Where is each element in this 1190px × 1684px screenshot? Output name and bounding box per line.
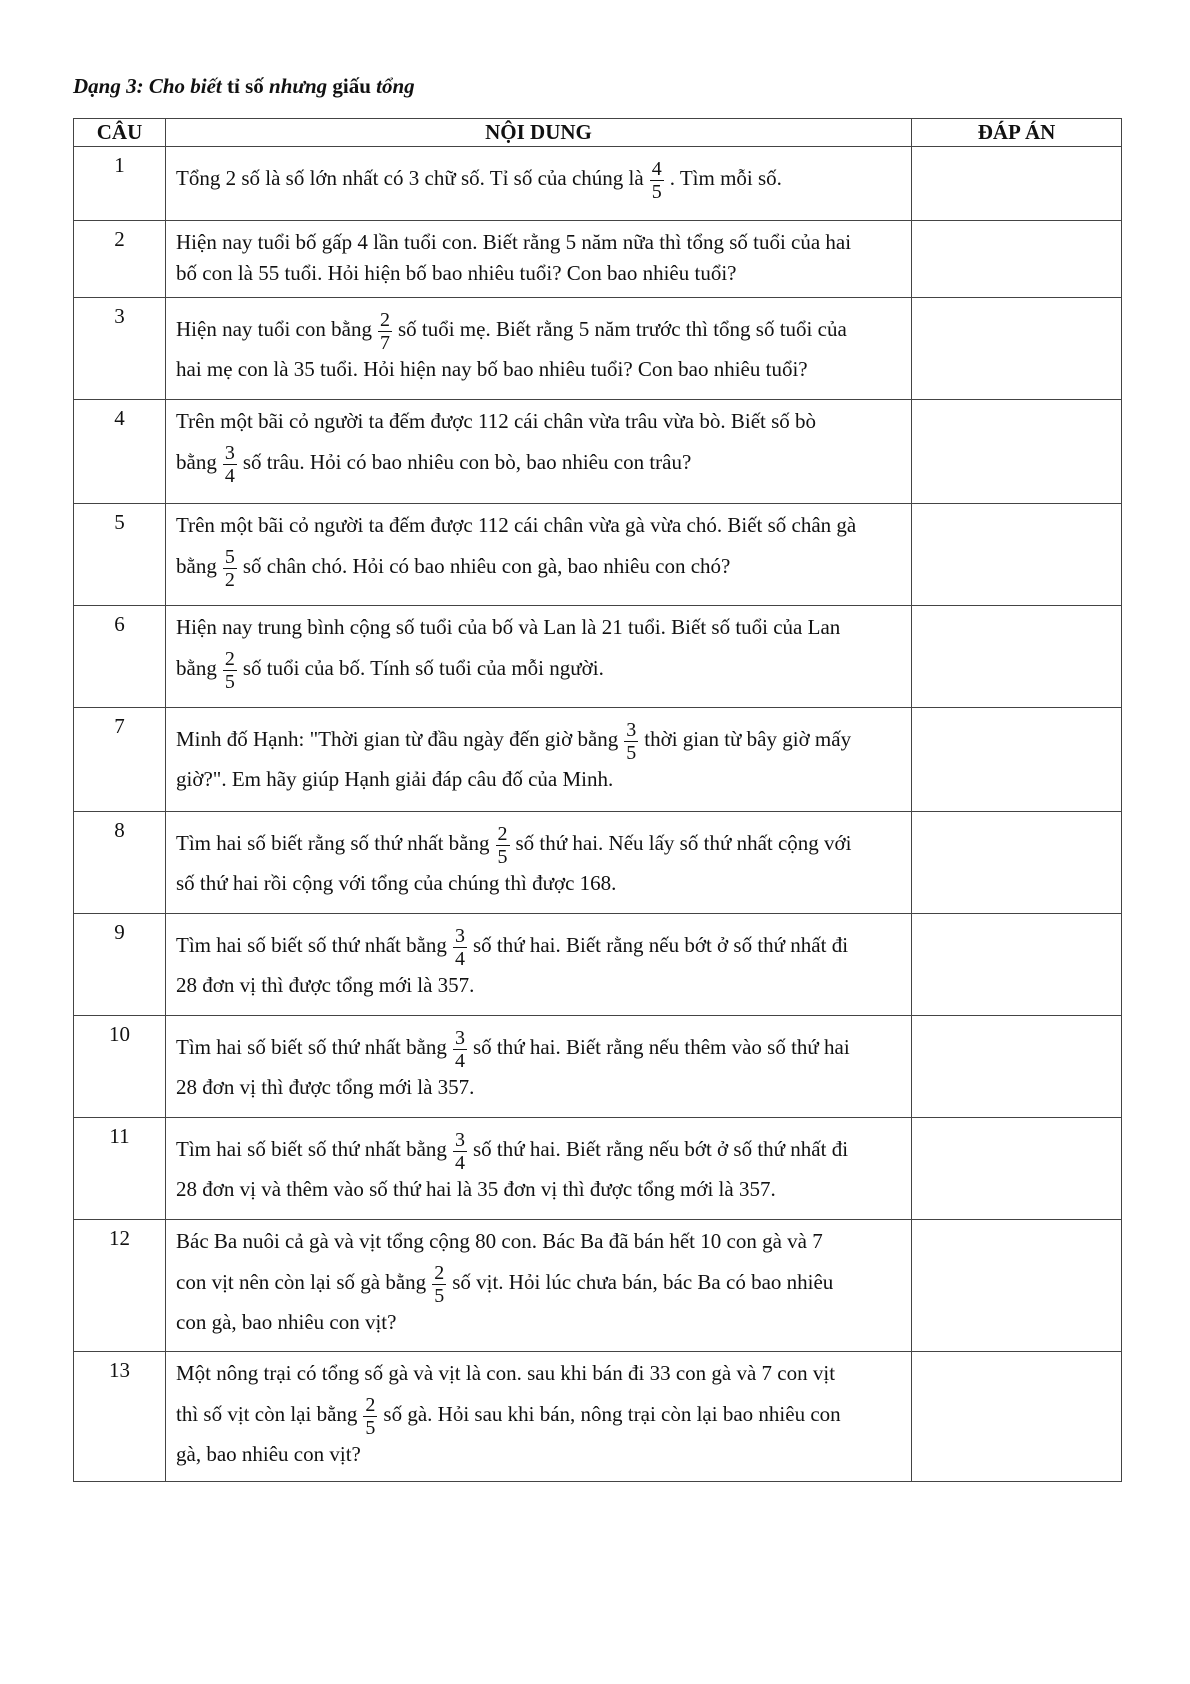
fraction xyxy=(363,1394,377,1439)
question-number: 7 xyxy=(74,708,166,812)
content-line xyxy=(176,437,901,487)
fraction-denominator: 5 xyxy=(224,670,235,693)
question-number: 8 xyxy=(74,812,166,914)
answer-cell xyxy=(912,812,1122,914)
content-text: thì số vịt còn lại bằng xyxy=(176,1402,358,1426)
content-line xyxy=(176,1257,901,1307)
exercise-table xyxy=(73,118,1122,1482)
fraction-denominator: 2 xyxy=(224,568,235,591)
answer-cell xyxy=(912,708,1122,812)
table-row xyxy=(74,1118,1122,1220)
content-text: Minh đố Hạnh: "Thời gian từ đầu ngày đến giờ bằng xyxy=(176,727,619,751)
fraction xyxy=(378,309,392,354)
question-number: 13 xyxy=(74,1352,166,1482)
content-line xyxy=(176,541,901,591)
fraction xyxy=(624,719,638,764)
content-text: hai mẹ con là 35 tuổi. Hỏi hiện nay bố bao nhiêu tuổi? Con bao nhiêu tuổi? xyxy=(176,357,808,381)
content-text: Hiện nay trung bình cộng số tuổi của bố và Lan là 21 tuổi. Biết số tuổi của Lan xyxy=(176,615,841,639)
table-row xyxy=(74,221,1122,298)
answer-cell xyxy=(912,606,1122,708)
content-text: con vịt nên còn lại số gà bằng xyxy=(176,1270,427,1294)
table-row xyxy=(74,914,1122,1016)
question-content xyxy=(166,1220,912,1352)
fraction-denominator: 5 xyxy=(626,741,637,764)
fraction-denominator: 7 xyxy=(379,331,390,354)
answer-cell xyxy=(912,298,1122,400)
content-line xyxy=(176,1389,901,1439)
question-content xyxy=(166,298,912,400)
content-text: con gà, bao nhiêu con vịt? xyxy=(176,1310,397,1334)
content-text: Tìm hai số biết số thứ nhất bằng xyxy=(176,1137,447,1161)
question-number: 3 xyxy=(74,298,166,400)
content-text: bằng xyxy=(176,656,217,680)
content-line xyxy=(176,1022,901,1072)
question-content xyxy=(166,400,912,504)
content-text: bố con là 55 tuổi. Hỏi hiện bố bao nhiêu tuổi? Con bao nhiêu tuổi? xyxy=(176,261,737,285)
page-title xyxy=(73,74,415,99)
content-text: số thứ hai. Biết rằng nếu thêm vào số thứ hai xyxy=(472,1035,850,1059)
title-part-5: tổng xyxy=(370,74,415,98)
question-number: 4 xyxy=(74,400,166,504)
content-text: bằng xyxy=(176,554,217,578)
content-text: Hiện nay tuổi con bằng xyxy=(176,317,372,341)
content-text: số thứ hai. Biết rằng nếu bớt ở số thứ nhất đi xyxy=(472,1137,849,1161)
content-text: giờ?". Em hãy giúp Hạnh giải đáp câu đố của Minh. xyxy=(176,767,614,791)
table-row xyxy=(74,606,1122,708)
fraction xyxy=(453,925,467,970)
content-line xyxy=(176,643,901,693)
content-text: Hiện nay tuổi bố gấp 4 lần tuổi con. Biết rằng 5 năm nữa thì tổng số tuổi của hai xyxy=(176,230,852,254)
table-row xyxy=(74,1220,1122,1352)
title-part-4: giấu xyxy=(332,74,371,98)
fraction xyxy=(496,823,510,868)
header-noi-dung: NỘI DUNG xyxy=(166,119,912,147)
fraction-numerator: 2 xyxy=(379,308,390,331)
content-line xyxy=(176,227,901,258)
content-text: 28 đơn vị thì được tổng mới là 357. xyxy=(176,1075,475,1099)
fraction-numerator: 3 xyxy=(454,1026,465,1049)
table-header-row xyxy=(74,119,1122,147)
answer-cell xyxy=(912,221,1122,298)
question-number: 9 xyxy=(74,914,166,1016)
content-text: 28 đơn vị thì được tổng mới là 357. xyxy=(176,973,475,997)
content-text: 28 đơn vị và thêm vào số thứ hai là 35 đơn vị thì được tổng mới là 357. xyxy=(176,1177,776,1201)
table-row xyxy=(74,1352,1122,1482)
content-text: Tìm hai số biết rằng số thứ nhất bằng xyxy=(176,831,490,855)
content-line xyxy=(176,714,901,764)
question-number: 6 xyxy=(74,606,166,708)
content-text: Trên một bãi cỏ người ta đếm được 112 cái chân vừa gà vừa chó. Biết số chân gà xyxy=(176,513,857,537)
question-content xyxy=(166,606,912,708)
fraction-denominator: 5 xyxy=(651,180,662,203)
fraction-denominator: 5 xyxy=(365,1416,376,1439)
fraction-numerator: 2 xyxy=(497,822,508,845)
content-text: gà, bao nhiêu con vịt? xyxy=(176,1442,361,1466)
content-line xyxy=(176,258,901,289)
title-part-1: Dạng 3: Cho biết xyxy=(73,74,228,98)
content-text: số thứ hai rồi cộng với tổng của chúng thì được 168. xyxy=(176,871,617,895)
content-line xyxy=(176,868,901,899)
question-number: 1 xyxy=(74,147,166,221)
content-line xyxy=(176,406,901,437)
title-part-2: tỉ số xyxy=(227,74,264,98)
question-number: 5 xyxy=(74,504,166,606)
content-line xyxy=(176,920,901,970)
header-dap-an: ĐÁP ÁN xyxy=(912,119,1122,147)
content-text: Tìm hai số biết số thứ nhất bằng xyxy=(176,1035,447,1059)
content-line xyxy=(176,764,901,795)
fraction-denominator: 5 xyxy=(497,845,508,868)
content-line xyxy=(176,1226,901,1257)
content-text: số gà. Hỏi sau khi bán, nông trại còn lại bao nhiêu con xyxy=(383,1402,841,1426)
content-line xyxy=(176,818,901,868)
question-number: 2 xyxy=(74,221,166,298)
content-text: số vịt. Hỏi lúc chưa bán, bác Ba có bao nhiêu xyxy=(452,1270,834,1294)
content-text: . Tìm mỗi số. xyxy=(669,166,782,190)
question-content xyxy=(166,147,912,221)
table-body xyxy=(74,147,1122,1482)
fraction-denominator: 4 xyxy=(454,947,465,970)
answer-cell xyxy=(912,504,1122,606)
fraction xyxy=(650,158,664,203)
table-row xyxy=(74,298,1122,400)
fraction-denominator: 4 xyxy=(224,464,235,487)
content-line xyxy=(176,1307,901,1338)
question-content xyxy=(166,221,912,298)
question-content xyxy=(166,1118,912,1220)
fraction xyxy=(223,442,237,487)
fraction-numerator: 3 xyxy=(454,924,465,947)
table-row xyxy=(74,708,1122,812)
fraction-numerator: 2 xyxy=(365,1393,376,1416)
answer-cell xyxy=(912,1016,1122,1118)
content-line xyxy=(176,1358,901,1389)
header-cau: CÂU xyxy=(74,119,166,147)
question-content xyxy=(166,812,912,914)
fraction-numerator: 2 xyxy=(434,1261,445,1284)
content-line xyxy=(176,153,901,203)
content-text: số thứ hai. Nếu lấy số thứ nhất cộng với xyxy=(515,831,852,855)
table-row xyxy=(74,504,1122,606)
fraction-denominator: 5 xyxy=(434,1284,445,1307)
content-text: Một nông trại có tổng số gà và vịt là con. sau khi bán đi 33 con gà và 7 con vịt xyxy=(176,1361,836,1385)
content-text: số trâu. Hỏi có bao nhiêu con bò, bao nhiêu con trâu? xyxy=(242,450,692,474)
content-text: Tìm hai số biết số thứ nhất bằng xyxy=(176,933,447,957)
content-text: Tổng 2 số là số lớn nhất có 3 chữ số. Tỉ số của chúng là xyxy=(176,166,644,190)
fraction xyxy=(453,1027,467,1072)
fraction-numerator: 5 xyxy=(224,545,235,568)
question-content xyxy=(166,914,912,1016)
content-line xyxy=(176,970,901,1001)
fraction xyxy=(223,546,237,591)
question-content xyxy=(166,1352,912,1482)
table-row xyxy=(74,812,1122,914)
fraction xyxy=(432,1262,446,1307)
answer-cell xyxy=(912,147,1122,221)
content-text: Trên một bãi cỏ người ta đếm được 112 cái chân vừa trâu vừa bò. Biết số bò xyxy=(176,409,817,433)
question-number: 10 xyxy=(74,1016,166,1118)
content-line xyxy=(176,1439,901,1470)
answer-cell xyxy=(912,400,1122,504)
content-line xyxy=(176,510,901,541)
content-line xyxy=(176,304,901,354)
content-text: bằng xyxy=(176,450,217,474)
answer-cell xyxy=(912,1220,1122,1352)
content-text: thời gian từ bây giờ mấy xyxy=(644,727,852,751)
fraction-numerator: 3 xyxy=(454,1128,465,1151)
question-content xyxy=(166,708,912,812)
table-row xyxy=(74,147,1122,221)
fraction xyxy=(453,1129,467,1174)
answer-cell xyxy=(912,1352,1122,1482)
content-text: số thứ hai. Biết rằng nếu bớt ở số thứ nhất đi xyxy=(472,933,849,957)
question-number: 12 xyxy=(74,1220,166,1352)
question-number: 11 xyxy=(74,1118,166,1220)
answer-cell xyxy=(912,914,1122,1016)
fraction-numerator: 4 xyxy=(651,157,662,180)
title-part-3: nhưng xyxy=(263,74,333,98)
fraction xyxy=(223,648,237,693)
content-text: Bác Ba nuôi cả gà và vịt tổng cộng 80 con. Bác Ba đã bán hết 10 con gà và 7 xyxy=(176,1229,823,1253)
content-line xyxy=(176,612,901,643)
content-line xyxy=(176,1124,901,1174)
table-row xyxy=(74,400,1122,504)
fraction-denominator: 4 xyxy=(454,1049,465,1072)
answer-cell xyxy=(912,1118,1122,1220)
fraction-numerator: 3 xyxy=(224,441,235,464)
fraction-denominator: 4 xyxy=(454,1151,465,1174)
content-line xyxy=(176,1174,901,1205)
table-row xyxy=(74,1016,1122,1118)
content-text: số chân chó. Hỏi có bao nhiêu con gà, bao nhiêu con chó? xyxy=(242,554,731,578)
content-text: số tuổi của bố. Tính số tuổi của mỗi người. xyxy=(242,656,604,680)
content-line xyxy=(176,354,901,385)
content-line xyxy=(176,1072,901,1103)
question-content xyxy=(166,504,912,606)
content-text: số tuổi mẹ. Biết rằng 5 năm trước thì tổng số tuổi của xyxy=(397,317,847,341)
fraction-numerator: 2 xyxy=(224,647,235,670)
fraction-numerator: 3 xyxy=(626,718,637,741)
question-content xyxy=(166,1016,912,1118)
